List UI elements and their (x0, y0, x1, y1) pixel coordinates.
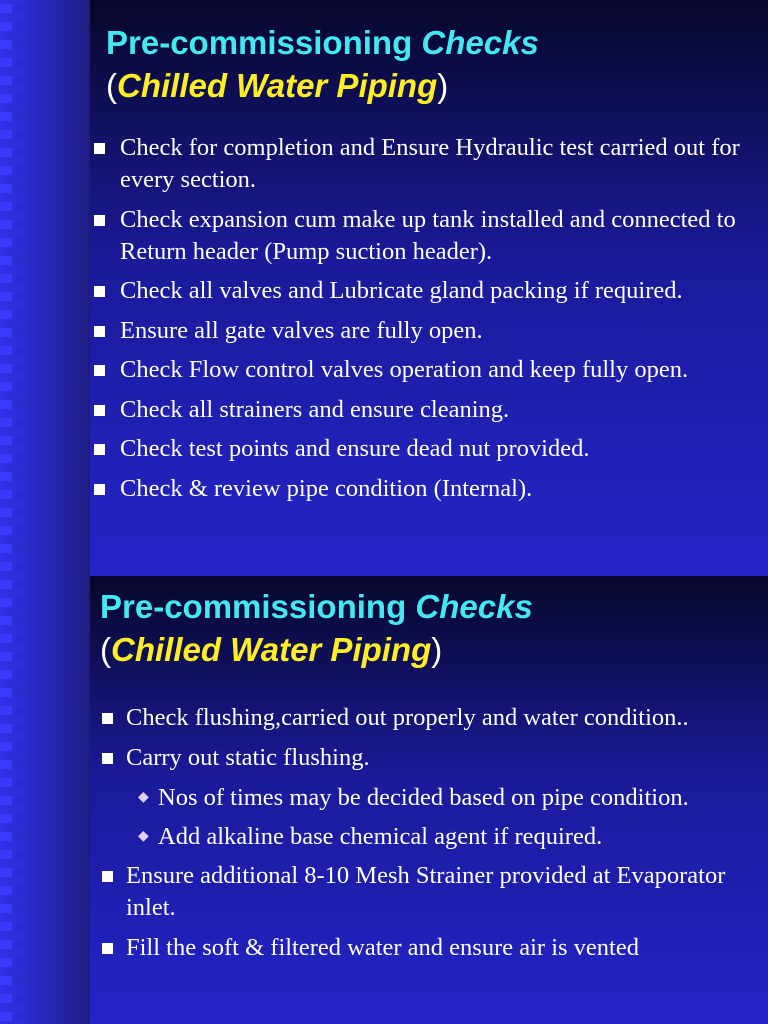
diamond-bullet-icon: ◆ (138, 790, 149, 805)
title-italic: Checks (415, 588, 533, 625)
title-close-paren: ) (437, 66, 449, 104)
sub-list-item (100, 821, 760, 853)
title-close-paren: ) (431, 630, 443, 668)
square-bullet-icon (94, 143, 105, 154)
sub-list-item (100, 782, 760, 814)
list-item-text: Carry out static flushing. (126, 744, 370, 771)
list-item-text: Check expansion cum make up tank installed and connected to Return header (Pump suction header). (120, 205, 736, 265)
title-open-paren: ( (100, 630, 111, 668)
square-bullet-icon (94, 286, 105, 297)
slide-title (106, 22, 539, 108)
list-item-text: Check Flow control valves operation and keep fully open. (120, 356, 689, 383)
title-subtitle: Chilled Water Piping (111, 630, 432, 668)
square-bullet-icon (102, 871, 113, 882)
list-item (92, 354, 762, 386)
square-bullet-icon (94, 326, 105, 337)
list-item (92, 394, 762, 426)
list-item-text: Check & review pipe condition (Internal). (120, 474, 533, 502)
bullet-list (100, 702, 760, 972)
list-item (100, 932, 760, 964)
list-item-text: Check test points and ensure dead nut provided. (120, 435, 590, 462)
title-main: Pre-commissioning (100, 588, 416, 625)
square-bullet-icon (94, 215, 105, 226)
title-main: Pre-commissioning (106, 24, 422, 61)
sub-list-item-text: Nos of times may be decided based on pipe condition. (158, 784, 689, 811)
sub-list-item-text: Add alkaline base chemical agent if required. (158, 823, 603, 850)
list-item-text: Check all valves and Lubricate gland packing if required. (120, 277, 683, 304)
list-item-text: Check all strainers and ensure cleaning. (120, 395, 510, 423)
list-item (92, 473, 762, 505)
diamond-bullet-icon: ◆ (138, 829, 149, 844)
list-item-text: Check flushing,carried out properly and water condition.. (126, 704, 689, 731)
list-item (92, 204, 762, 268)
title-subtitle: Chilled Water Piping (117, 66, 438, 104)
decorative-strip (0, 576, 90, 1024)
slide-title (100, 586, 533, 672)
list-item-text: Ensure all gate valves are fully open. (120, 316, 483, 344)
list-item (92, 132, 762, 196)
square-bullet-icon (102, 713, 113, 724)
square-bullet-icon (94, 444, 105, 455)
list-item-text: Check for completion and Ensure Hydraulic test carried out for every section. (120, 134, 740, 193)
title-open-paren: ( (106, 66, 117, 104)
list-item-text: Ensure additional 8-10 Mesh Strainer provided at Evaporator inlet. (126, 862, 726, 921)
square-bullet-icon (94, 484, 105, 495)
list-item (100, 742, 760, 774)
list-item-text: Fill the soft & filtered water and ensure air is vented (126, 934, 639, 961)
bullet-list (92, 132, 762, 512)
slide-2 (0, 576, 768, 1024)
square-bullet-icon (94, 365, 105, 376)
title-italic: Checks (421, 24, 539, 61)
list-item (92, 433, 762, 465)
list-item (92, 315, 762, 347)
square-bullet-icon (102, 753, 113, 764)
list-item (100, 860, 760, 924)
list-item (100, 702, 760, 734)
list-item (92, 275, 762, 307)
square-bullet-icon (94, 405, 105, 416)
square-bullet-icon (102, 943, 113, 954)
decorative-strip (0, 0, 90, 576)
